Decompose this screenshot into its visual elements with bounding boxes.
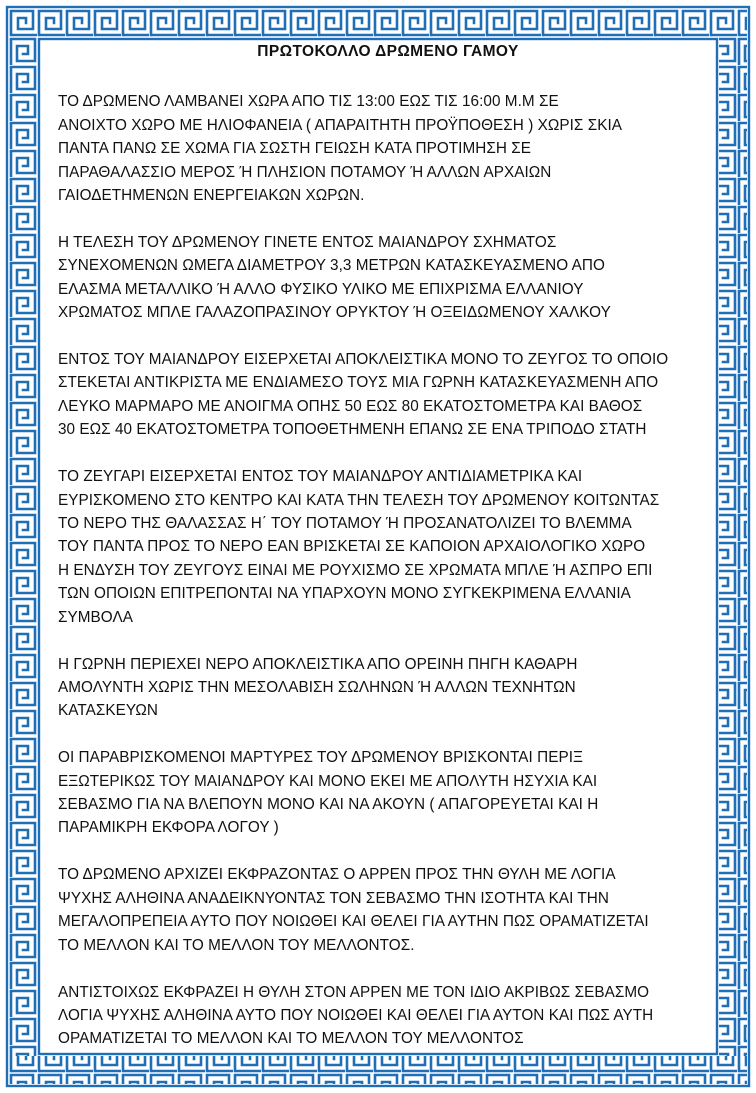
paragraph	[58, 90, 718, 207]
paragraph-line: ΕΛΑΣΜΑ ΜΕΤΑΛΛΙΚΟ Ή ΑΛΛΟ ΦΥΣΙΚΟ ΥΛΙΚΟ ΜΕ ΕΠΙΧΡΙΣΜΑ ΕΛΛΑΝΙΟΥ	[58, 280, 584, 298]
document-body	[58, 40, 718, 1060]
paragraph	[58, 863, 718, 957]
paragraph-line: Η ΓΩΡΝΗ ΠΕΡΙΕΧΕΙ ΝΕΡΟ ΑΠΟΚΛΕΙΣΤΙΚΑ ΑΠΟ ΟΡΕΙΝΗ ΠΗΓΗ ΚΑΘΑΡΗ	[58, 655, 578, 673]
paragraph-line: ΕΞΩΤΕΡΙΚΩΣ ΤΟΥ ΜΑΙΑΝΔΡΟΥ ΚΑΙ ΜΟΝΟ ΕΚΕΙ ΜΕ ΑΠΟΛΥΤΗ ΗΣΥΧΙΑ ΚΑΙ	[58, 772, 598, 790]
paragraph	[58, 231, 718, 325]
paragraph-line: ΟΡΑΜΑΤΙΖΕΤΑΙ ΤΟ ΜΕΛΛΟΝ ΚΑΙ ΤΟ ΜΕΛΛΟΝ ΤΟΥ ΜΕΛΛΟΝΤΟΣ	[58, 1030, 524, 1048]
paragraph-line: ΠΑΡΑΘΑΛΑΣΣΙΟ ΜΕΡΟΣ Ή ΠΛΗΣΙΟΝ ΠΟΤΑΜΟΥ Ή ΑΛΛΩΝ ΑΡΧΑΙΩΝ	[58, 163, 552, 181]
paragraph-list	[58, 90, 718, 1050]
paragraph-line: ΤΟ ΝΕΡΟ ΤΗΣ ΘΑΛΑΣΣΑΣ Η΄ ΤΟΥ ΠΟΤΑΜΟΥ Ή ΠΡΟΣΑΝΑΤΟΛΙΖΕΙ ΤΟ ΒΛΕΜΜΑ	[58, 515, 632, 532]
document-title: ΠΡΩΤΟΚΟΛΛΟ ΔΡΩΜΕΝΟ ΓΑΜΟΥ	[257, 43, 519, 60]
paragraph-line: ΜΕΓΑΛΟΠΡΕΠΕΙΑ ΑΥΤΟ ΠΟΥ ΝΟΙΩΘΕΙ ΚΑΙ ΘΕΛΕΙ ΓΙΑ ΑΥΤΗΝ ΠΩΣ ΟΡΑΜΑΤΙΖΕΤΑΙ	[58, 913, 649, 931]
paragraph-line: ΑΜΟΛΥΝΤΗ ΧΩΡΙΣ ΤΗΝ ΜΕΣΟΛΑΒΙΣΗ ΣΩΛΗΝΩΝ Ή ΑΛΛΩΝ ΤΕΧΝΗΤΩΝ	[58, 678, 576, 696]
paragraph-line: ΚΑΤΑΣΚΕΥΩΝ	[58, 702, 158, 720]
paragraph	[58, 465, 718, 629]
paragraph-line: ΤΟ ΖΕΥΓΑΡΙ ΕΙΣΕΡΧΕΤΑΙ ΕΝΤΟΣ ΤΟΥ ΜΑΙΑΝΔΡΟΥ ΑΝΤΙΔΙΑΜΕΤΡΙΚΑ ΚΑΙ	[58, 468, 583, 486]
paragraph-line: ΓΑΙΟΔΕΤΗΜΕΝΩΝ ΕΝΕΡΓΕΙΑΚΩΝ ΧΩΡΩΝ.	[58, 187, 365, 205]
paragraph-line: ΑΝΟΙΧΤΟ ΧΩΡΟ ΜΕ ΗΛΙΟΦΑΝΕΙΑ ( ΑΠΑΡΑΙΤΗΤΗ ΠΡΟΫΠΟΘΕΣΗ ) ΧΩΡΙΣ ΣΚΙΑ	[58, 116, 623, 134]
paragraph-line: ΕΥΡΙΣΚΟΜΕΝΟ ΣΤΟ ΚΕΝΤΡΟ ΚΑΙ ΚΑΤΑ ΤΗΝ ΤΕΛΕΣΗ ΤΟΥ ΔΡΩΜΕΝΟΥ ΚΟΙΤΩΝΤΑΣ	[58, 491, 660, 509]
paragraph-line: ΣΤΕΚΕΤΑΙ ΑΝΤΙΚΡΙΣΤΑ ΜΕ ΕΝΔΙΑΜΕΣΟ ΤΟΥΣ ΜΙΑ ΓΩΡΝΗ ΚΑΤΑΣΚΕΥΑΣΜΕΝΗ ΑΠΟ	[58, 374, 659, 392]
paragraph-line: ΤΟΥ ΠΑΝΤΑ ΠΡΟΣ ΤΟ ΝΕΡΟ ΕΑΝ ΒΡΙΣΚΕΤΑΙ ΣΕ ΚΑΠΟΙΟΝ ΑΡΧΑΙΟΛΟΓΙΚΟ ΧΩΡΟ	[58, 538, 646, 556]
paragraph-line: ΛΟΓΙΑ ΨΥΧΗΣ ΑΛΗΘΙΝΑ ΑΥΤΟ ΠΟΥ ΝΟΙΩΘΕΙ ΚΑΙ ΘΕΛΕΙ ΓΙΑ ΑΥΤΟΝ ΚΑΙ ΠΩΣ ΑΥΤΗ	[58, 1006, 654, 1024]
paragraph-line: ΠΑΝΤΑ ΠΑΝΩ ΣΕ ΧΩΜΑ ΓΙΑ ΣΩΣΤΗ ΓΕΙΩΣΗ ΚΑΤΑ ΠΡΟΤΙΜΗΣΗ ΣΕ	[58, 140, 532, 158]
paragraph-line: ΨΥΧΗΣ ΑΛΗΘΙΝΑ ΑΝΑΔΕΙΚΝΥΟΝΤΑΣ ΤΟΝ ΣΕΒΑΣΜΟ ΤΗΝ ΙΣΟΤΗΤΑ ΚΑΙ ΤΗΝ	[58, 889, 609, 907]
paragraph-line: ΤΟ ΜΕΛΛΟΝ ΚΑΙ ΤΟ ΜΕΛΛΟΝ ΤΟΥ ΜΕΛΛΟΝΤΟΣ.	[58, 936, 415, 954]
paragraph-line: ΣΥΜΒΟΛΑ	[58, 608, 133, 626]
paragraph-line: ΣΕΒΑΣΜΟ ΓΙΑ ΝΑ ΒΛΕΠΟΥΝ ΜΟΝΟ ΚΑΙ ΝΑ ΑΚΟΥΝ ( ΑΠΑΓΟΡΕΥΕΤΑΙ ΚΑΙ Η	[58, 796, 599, 814]
paragraph-line: ΑΝΤΙΣΤΟΙΧΩΣ ΕΚΦΡΑΖΕΙ Η ΘΥΛΗ ΣΤΟΝ ΑΡΡΕΝ ΜΕ ΤΟΝ ΙΔΙΟ ΑΚΡΙΒΩΣ ΣΕΒΑΣΜΟ	[58, 983, 650, 1001]
paragraph	[58, 348, 718, 442]
paragraph-line: ΠΑΡΑΜΙΚΡΗ ΕΚΦΟΡΑ ΛΟΓΟΥ )	[58, 819, 279, 837]
paragraph-line: ΣΥΝΕΧΟΜΕΝΩΝ ΩΜΕΓΑ ΔΙΑΜΕΤΡΟΥ 3,3 ΜΕΤΡΩΝ ΚΑΤΑΣΚΕΥΑΣΜΕΝΟ ΑΠΟ	[58, 257, 605, 275]
paragraph-line: ΤΩΝ ΟΠΟΙΩΝ ΕΠΙΤΡΕΠΟΝΤΑΙ ΝΑ ΥΠΑΡΧΟΥΝ ΜΟΝΟ ΣΥΓΚΕΚΡΙΜΕΝΑ ΕΛΛΑΝΙΑ	[58, 585, 631, 603]
paragraph	[58, 653, 718, 723]
paragraph-line: Η ΤΕΛΕΣΗ ΤΟΥ ΔΡΩΜΕΝΟΥ ΓΙΝΕΤΕ ΕΝΤΟΣ ΜΑΙΑΝΔΡΟΥ ΣΧΗΜΑΤΟΣ	[58, 233, 557, 251]
paragraph-line: 30 ΕΩΣ 40 ΕΚΑΤΟΣΤΟΜΕΤΡΑ ΤΟΠΟΘΕΤΗΜΕΝΗ ΕΠΑΝΩ ΣΕ ΕΝΑ ΤΡΙΠΟΔΟ ΣΤΑΤΗ	[58, 421, 647, 439]
paragraph-line: ΟΙ ΠΑΡΑΒΡΙΣΚΟΜΕΝΟΙ ΜΑΡΤΥΡΕΣ ΤΟΥ ΔΡΩΜΕΝΟΥ ΒΡΙΣΚΟΝΤΑΙ ΠΕΡΙΞ	[58, 749, 584, 767]
paragraph-line: ΛΕΥΚΟ ΜΑΡΜΑΡΟ ΜΕ ΑΝΟΙΓΜΑ ΟΠΗΣ 50 ΕΩΣ 80 ΕΚΑΤΟΣΤΟΜΕΤΡΑ ΚΑΙ ΒΑΘΟΣ	[58, 397, 643, 415]
paragraph-line: ΕΝΤΟΣ ΤΟΥ ΜΑΙΑΝΔΡΟΥ ΕΙΣΕΡΧΕΤΑΙ ΑΠΟΚΛΕΙΣΤΙΚΑ ΜΟΝΟ ΤΟ ΖΕΥΓΟΣ ΤΟ ΟΠΟΙΟ	[58, 351, 669, 369]
paragraph-line: ΤΟ ΔΡΩΜΕΝΟ ΛΑΜΒΑΝΕΙ ΧΩΡΑ ΑΠΟ ΤΙΣ 13:00 ΕΩΣ ΤΙΣ 16:00 Μ.Μ ΣΕ	[58, 93, 559, 111]
paragraph	[58, 746, 718, 840]
paragraph-line: ΤΟ ΔΡΩΜΕΝΟ ΑΡΧΙΖΕΙ ΕΚΦΡΑΖΟΝΤΑΣ Ο ΑΡΡΕΝ ΠΡΟΣ ΤΗΝ ΘΥΛΗ ΜΕ ΛΟΓΙΑ	[58, 866, 616, 884]
paragraph	[58, 981, 718, 1051]
paragraph-line: ΧΡΩΜΑΤΟΣ ΜΠΛΕ ΓΑΛΑΖΟΠΡΑΣΙΝΟΥ ΟΡΥΚΤΟΥ Ή ΟΞΕΙΔΩΜΕΝΟΥ ΧΑΛΚΟΥ	[58, 304, 611, 322]
paragraph-line: Η ΕΝΔΥΣΗ ΤΟΥ ΖΕΥΓΟΥΣ ΕΙΝΑΙ ΜΕ ΡΟΥΧΙΣΜΟ ΣΕ ΧΡΩΜΑΤΑ ΜΠΛΕ Ή ΑΣΠΡΟ ΕΠΙ	[58, 561, 653, 579]
